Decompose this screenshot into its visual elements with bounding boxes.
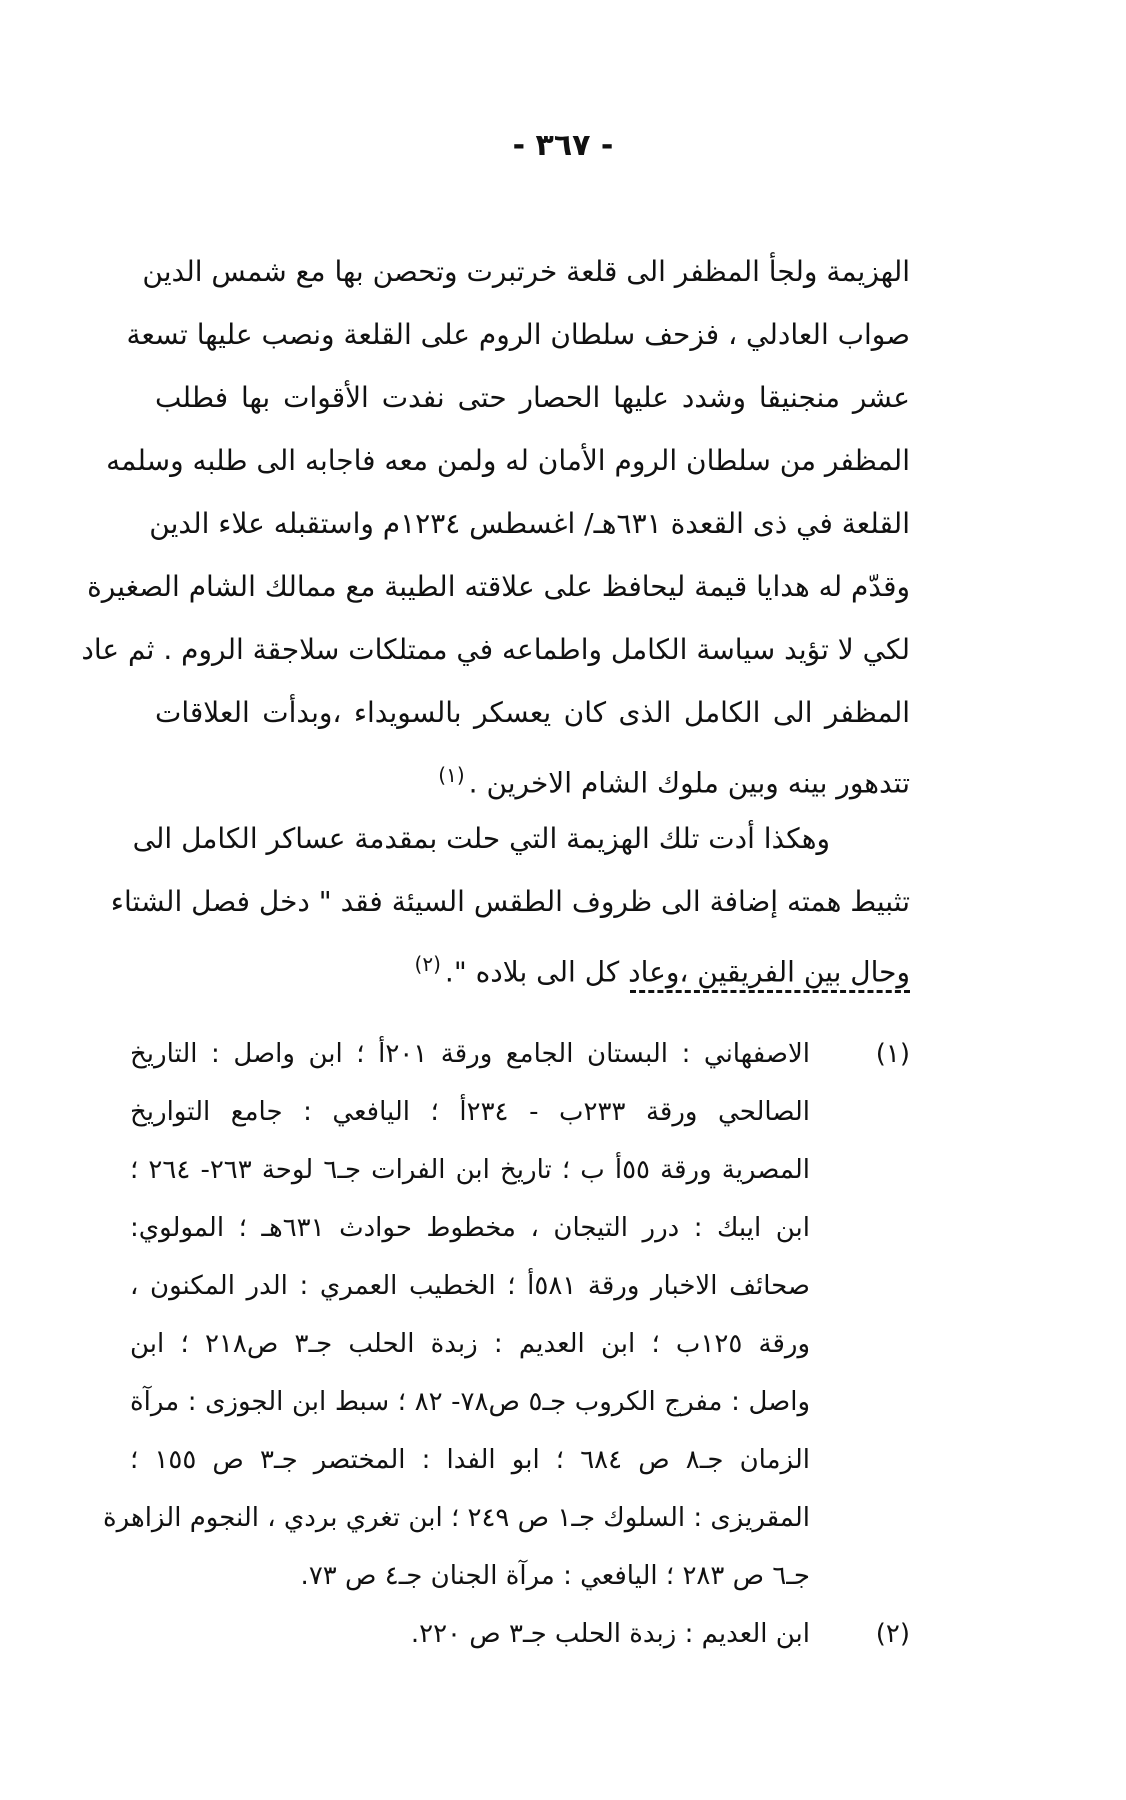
text-line-content: وحال بين الفريقين ،وعاد كل الى بلاده ". [444,955,910,989]
text-line: القلعة في ذى القعدة ٦٣١هـ/ اغسطس ١٢٣٤م واستقبله علاء الدين [149,507,910,540]
footnote-line: ورقة ١٢٥ب ؛ ابن العديم : زبدة الحلب جـ٣ ص٢١٨ ؛ ابن [130,1329,811,1359]
text-line: وهكذا أدت تلك الهزيمة التي حلت بمقدمة عساكر الكامل الى [132,822,830,855]
footnote-line: ابن العديم : زبدة الحلب جـ٣ ص ٢٢٠. [410,1619,810,1649]
text-line: الهزيمة ولجأ المظفر الى قلعة خرتبرت وتحصن بها مع شمس الدين [142,255,910,288]
text-line: المظفر من سلطان الروم الأمان له ولمن معه فاجابه الى طلبه وسلمه [106,444,910,477]
footnote-line: ابن ايبك : درر التيجان ، مخطوط حوادث ٦٣١هـ ؛ المولوي: [130,1213,810,1243]
text-line: المظفر الى الكامل الذى كان يعسكر بالسويداء ،وبدأت العلاقات [155,696,910,729]
footnote-line: الصالحي ورقة ٢٣٣ب - ٢٣٤أ ؛ اليافعي : جامع التواريخ [130,1097,811,1127]
footnote-line: الزمان جـ٨ ص ٦٨٤ ؛ ابو الفدا : المختصر جـ٣ ص ١٥٥ ؛ [130,1445,810,1475]
footnote-line: المصرية ورقة ٥٥أ ب ؛ تاريخ ابن الفرات جـ٦ لوحة ٢٦٣- ٢٦٤ ؛ [130,1155,810,1185]
footnote-1 [103,1025,910,1605]
paragraph-1 [81,240,910,807]
footnote-marker: (١) [875,1039,910,1069]
text-line: تثبيط همته إضافة الى ظروف الطقس السيئة فقد " دخل فصل الشتاء [110,885,910,918]
footnote-line: جـ٦ ص ٢٨٣ ؛ اليافعي : مرآة الجنان جـ٤ ص ٧٣. [300,1561,810,1591]
footnote-marker: (٢) [875,1619,910,1649]
footnote-2 [130,1605,910,1663]
page-number: - ٣٦٧ - [512,128,614,163]
footnote-line: صحائف الاخبار ورقة ٥٨١أ ؛ الخطيب العمري : الدر المكنون ، [130,1271,811,1301]
text-line: وقدّم له هدايا قيمة ليحافظ على علاقته الطيبة مع ممالك الشام الصغيرة [87,570,910,603]
text-line: لكي لا تؤيد سياسة الكامل واطماعه في ممتلكات سلاجقة الروم . ثم عاد [81,633,910,666]
main-text [81,240,910,996]
paragraph-2 [110,807,910,996]
text-line [155,933,910,996]
footnote-line: الاصفهاني : البستان الجامع ورقة ٢٠١أ ؛ ابن واصل : التاريخ [130,1039,810,1069]
text-line [155,744,910,807]
text-line-content: تتدهور بينه وبين ملوك الشام الاخرين . [468,766,910,800]
footnote-line: المقريزى : السلوك جـ١ ص ٢٤٩ ؛ ابن تغري بردي ، النجوم الزاهرة [103,1503,810,1533]
footnote-separator [630,990,910,993]
footnote-ref-2: (٢) [414,952,441,976]
footnote-line: واصل : مفرج الكروب جـ٥ ص٧٨- ٨٢ ؛ سبط ابن الجوزى : مرآة [130,1387,811,1417]
text-line: عشر منجنيقا وشدد عليها الحصار حتى نفدت الأقوات بها فطلب [155,381,910,414]
footnote-ref-1: (١) [438,763,465,787]
text-line: صواب العادلي ، فزحف سلطان الروم على القلعة ونصب عليها تسعة [126,318,910,351]
footnotes [103,1025,910,1663]
